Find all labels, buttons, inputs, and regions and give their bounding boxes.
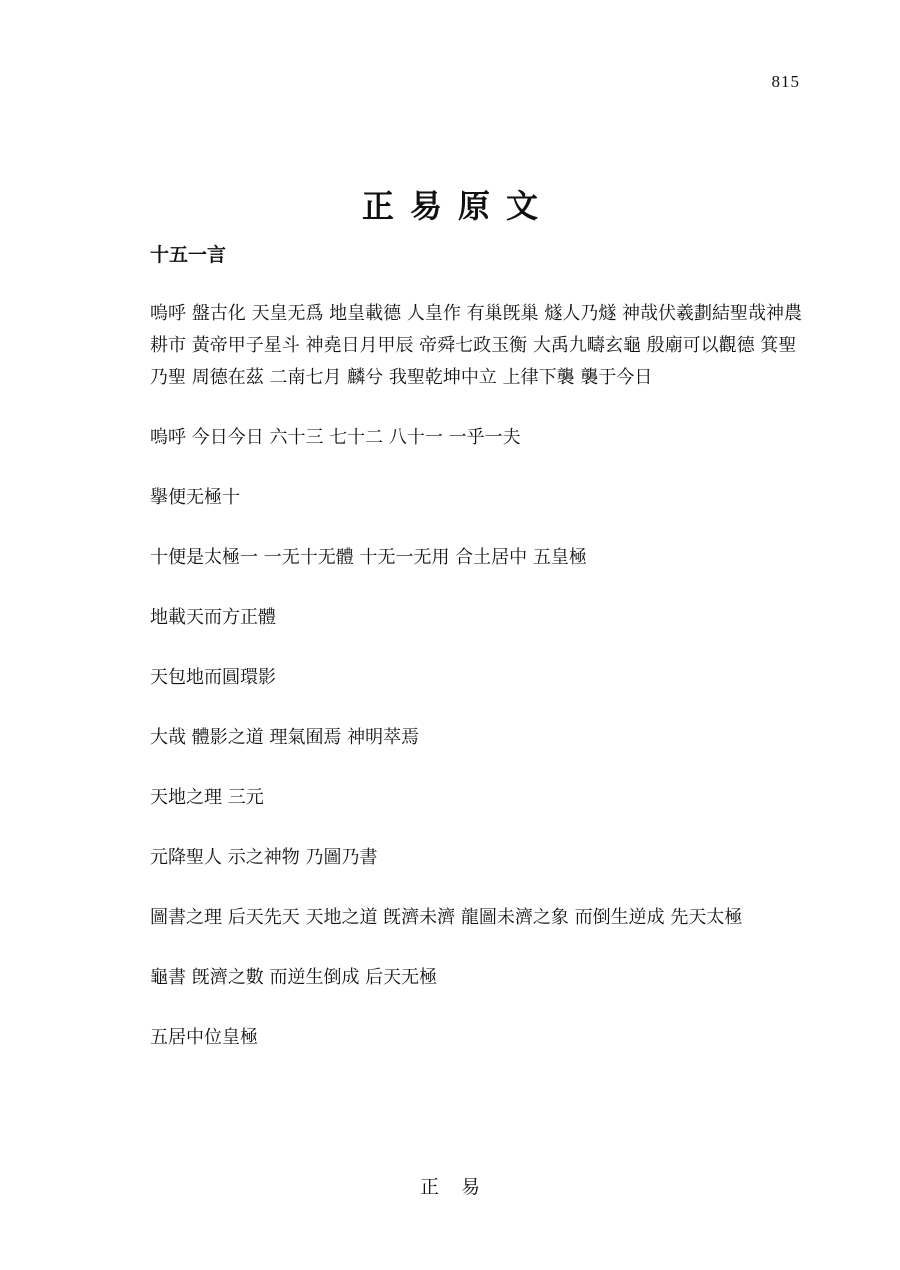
page-title: 正易原文 [361,187,554,226]
paragraph-1: 嗚呼 盤古化 天皇无爲 地皇載德 人皇作 有巢旣巢 燧人乃燧 神哉伏羲劃結聖哉神農耕市 黃帝甲子星斗 神堯日月甲辰 帝舜七政玉衡 大禹九疇玄龜 殷廟可以觀德 箕聖乃聖 周德在茲 二南七月 麟兮 我聖乾坤中立 上律下襲 襲于今日 [150,303,803,388]
paragraph-12: 五居中位皇極 [150,1027,258,1048]
page-number: 815 [771,72,800,91]
paragraph-6: 天包地而圓環影 [150,667,276,688]
page-footer: 正易 [419,1176,502,1198]
paragraph-7: 大哉 體影之道 理氣囿焉 神明萃焉 [150,727,420,748]
paragraph-11: 龜書 旣濟之數 而逆生倒成 后天无極 [150,967,438,988]
paragraph-5: 地載天而方正體 [150,607,276,628]
document-body [150,240,805,1082]
paragraph-3: 擧便无極十 [150,487,240,508]
paragraph-4: 十便是太極一 一无十无體 十无一无用 合土居中 五皇極 [150,547,587,568]
paragraph-8: 天地之理 三元 [150,787,264,808]
paragraph-2: 嗚呼 今日今日 六十三 七十二 八十一 一乎一夫 [150,427,521,448]
paragraph-9: 元降聖人 示之神物 乃圖乃書 [150,847,378,868]
section-heading: 十五一言 [150,244,227,266]
paragraph-10: 圖書之理 后天先天 天地之道 旣濟未濟 龍圖未濟之象 而倒生逆成 先天太極 [150,907,743,928]
